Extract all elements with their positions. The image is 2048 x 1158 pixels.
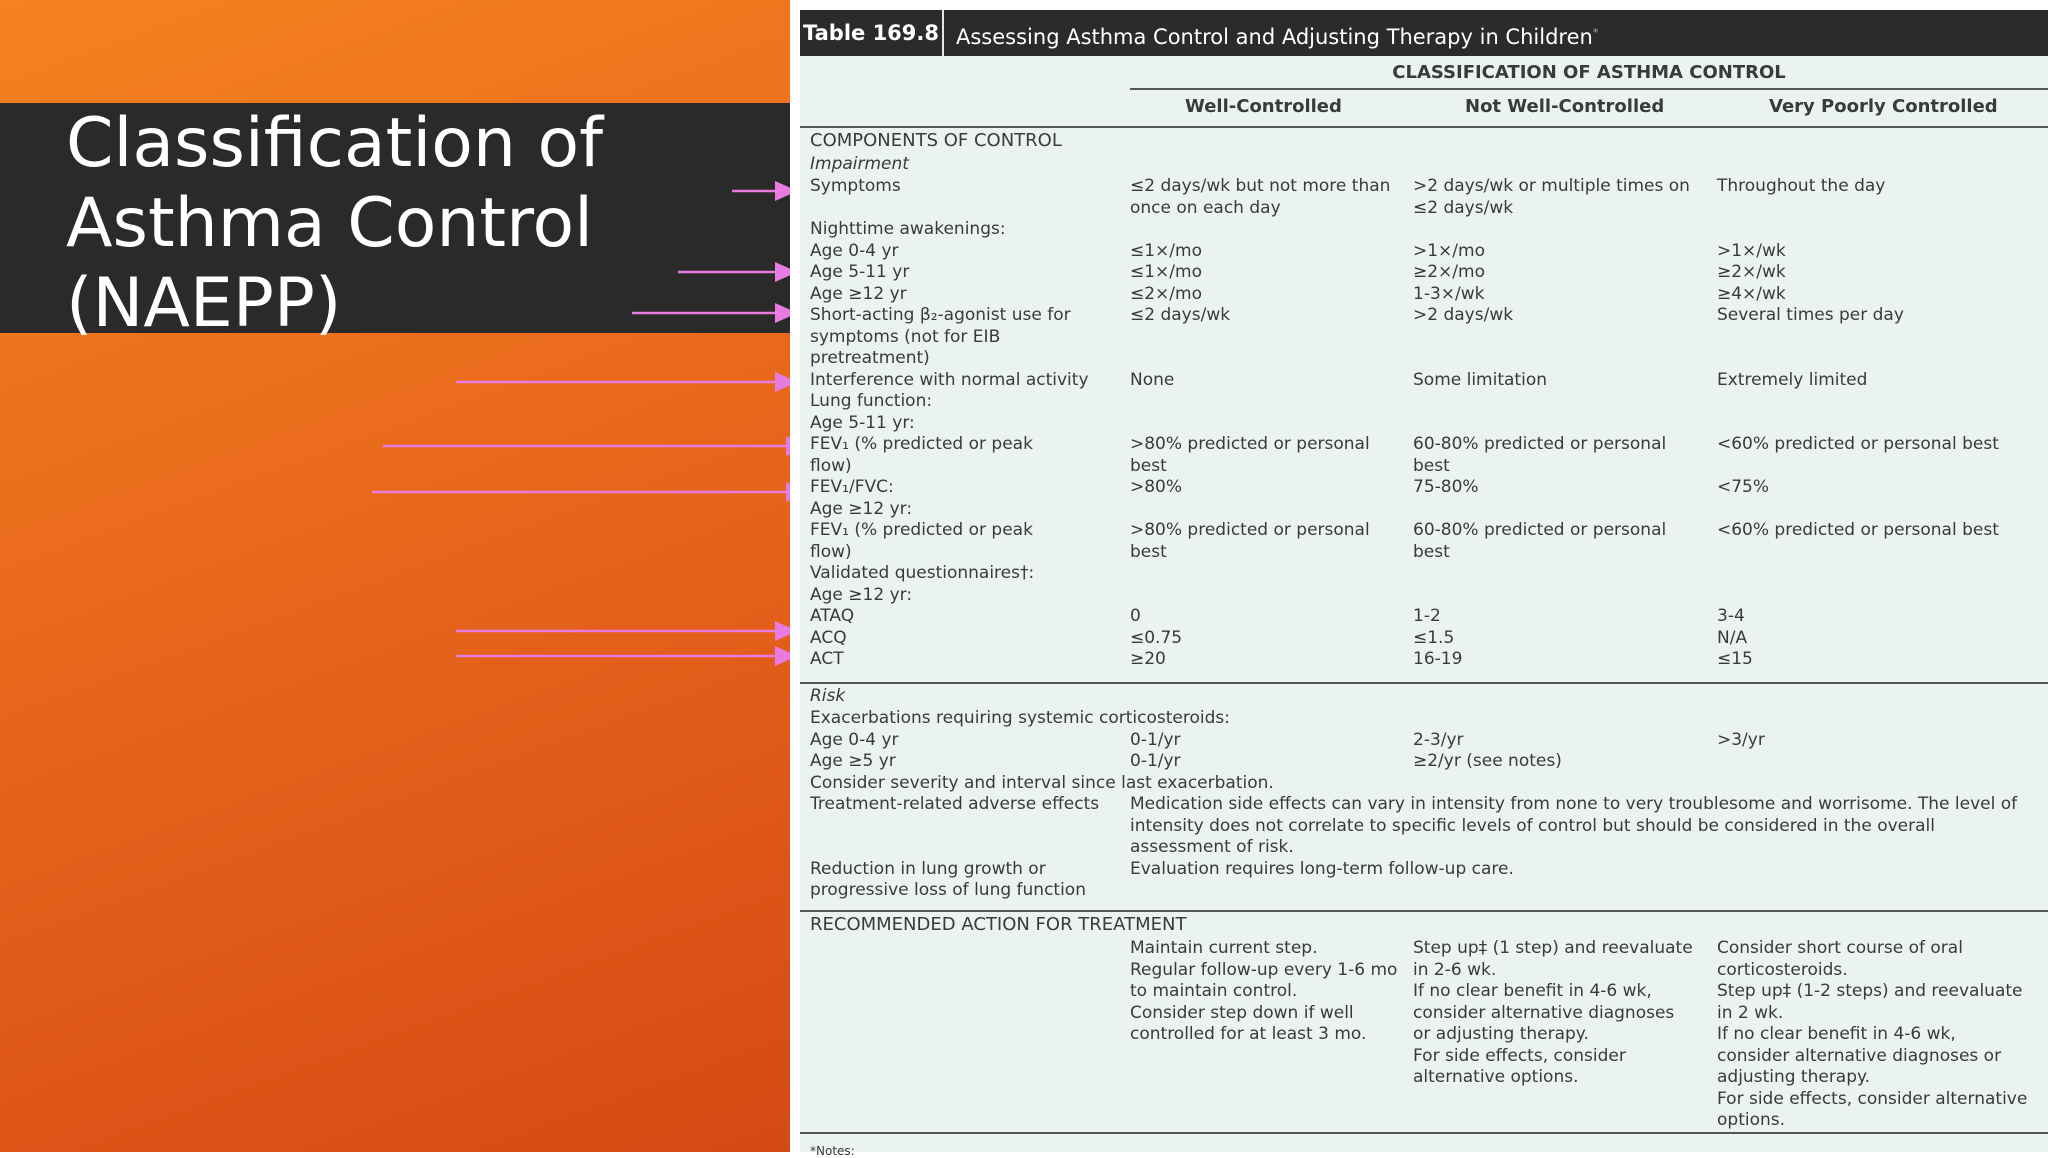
cell-wc: ≤2×/mo: [1130, 283, 1202, 304]
cell-wc: best: [1130, 541, 1167, 562]
cell-vpc: >3/yr: [1717, 729, 1765, 750]
pointer-arrows: [0, 0, 810, 1152]
row-label: progressive loss of lung function: [810, 880, 1086, 900]
row-label: Consider severity and interval since last exacerbation.: [810, 772, 1274, 793]
cell-nwc: best: [1413, 541, 1450, 562]
cell-wc: >80% predicted or personal: [1130, 434, 1370, 454]
row-label: Reduction in lung growth or: [810, 858, 1046, 879]
row-label: Short-acting β₂-agonist use for: [810, 305, 1071, 325]
action-not-well-controlled: If no clear benefit in 4-6 wk,: [1413, 981, 1652, 1001]
cell-vpc: <75%: [1717, 477, 1770, 497]
row-label: Age 5-11 yr:: [810, 412, 915, 433]
risk-rule: [800, 682, 2048, 684]
cell-vpc: >1×/wk: [1717, 240, 1786, 261]
cell-vpc: Extremely limited: [1717, 369, 1868, 390]
row-label: symptoms (not for EIB: [810, 326, 1001, 347]
action-very-poorly-controlled: Step up‡ (1-2 steps) and reevaluate: [1717, 981, 2023, 1001]
cell-nwc: best: [1413, 455, 1450, 476]
row-label: Age 5-11 yr: [810, 262, 910, 282]
row-label: Nighttime awakenings:: [810, 219, 1006, 239]
action-very-poorly-controlled: Consider short course of oral: [1717, 938, 1963, 958]
row-label: Validated questionnaires†:: [810, 563, 1035, 583]
row-label: Lung function:: [810, 391, 933, 411]
row-label: ACT: [810, 649, 844, 669]
cell-nwc: Some limitation: [1413, 369, 1547, 390]
cell-wc: >80%: [1130, 477, 1183, 497]
impairment-heading: Impairment: [810, 154, 909, 174]
row-label: FEV₁/FVC:: [810, 477, 894, 497]
cell-nwc: 60-80% predicted or personal: [1413, 520, 1667, 540]
title-line: (NAEPP): [66, 264, 342, 343]
row-label: Exacerbations requiring systemic corticosteroids:: [810, 708, 1230, 728]
action-well-controlled: Maintain current step.: [1130, 938, 1318, 958]
cell-nwc: 2-3/yr: [1413, 729, 1464, 750]
row-label: pretreatment): [810, 348, 930, 368]
title-line: Asthma Control: [66, 184, 594, 263]
row-label: Age 0-4 yr: [810, 729, 899, 750]
cell-vpc: ≥4×/wk: [1717, 283, 1786, 304]
cell-wc: once on each day: [1130, 197, 1281, 218]
cell-vpc: ≤15: [1717, 649, 1753, 669]
action-very-poorly-controlled: in 2 wk.: [1717, 1002, 1784, 1023]
cell-wc: ≤0.75: [1130, 627, 1183, 648]
cell-wc: 0-1/yr: [1130, 729, 1181, 750]
action-very-poorly-controlled: adjusting therapy.: [1717, 1067, 1871, 1087]
action-well-controlled: to maintain control.: [1130, 981, 1298, 1001]
cell-wc: None: [1130, 369, 1175, 390]
cell-wc: ≤2 days/wk: [1130, 305, 1231, 325]
cell-vpc: Several times per day: [1717, 305, 1904, 325]
action-very-poorly-controlled: corticosteroids.: [1717, 959, 1848, 980]
asthma-control-table: [800, 10, 2048, 1158]
cell-nwc: >1×/mo: [1413, 240, 1485, 261]
components-of-control-heading: COMPONENTS OF CONTROL: [810, 130, 1062, 151]
cell-span: assessment of risk.: [1130, 837, 1294, 857]
cell-vpc: 3-4: [1717, 606, 1745, 626]
action-not-well-controlled: in 2-6 wk.: [1413, 959, 1497, 980]
cell-vpc: <60% predicted or personal best: [1717, 520, 1999, 540]
title-line: Classification of: [66, 104, 604, 183]
cell-nwc: 1-3×/wk: [1413, 283, 1485, 304]
action-rule: [800, 910, 2048, 912]
cell-wc: best: [1130, 455, 1167, 476]
cell-wc: 0: [1130, 606, 1141, 626]
action-not-well-controlled: alternative options.: [1413, 1067, 1579, 1087]
row-label: ACQ: [810, 627, 847, 648]
row-label: Age ≥5 yr: [810, 751, 896, 771]
action-well-controlled: Regular follow-up every 1-6 mo: [1130, 959, 1398, 980]
table-number: Table 169.8: [800, 10, 944, 56]
cell-nwc: ≤1.5: [1413, 627, 1455, 648]
cell-wc: ≤2 days/wk but not more than: [1130, 176, 1391, 196]
row-label: flow): [810, 455, 852, 476]
row-label: Interference with normal activity: [810, 369, 1089, 390]
action-not-well-controlled: Step up‡ (1 step) and reevaluate: [1413, 938, 1693, 958]
notes-label: *Notes:: [810, 1144, 855, 1158]
row-label: Age ≥12 yr:: [810, 498, 913, 519]
cell-vpc: <60% predicted or personal best: [1717, 434, 1999, 454]
recommended-action-heading: RECOMMENDED ACTION FOR TREATMENT: [810, 914, 1187, 935]
action-very-poorly-controlled: For side effects, consider alternative: [1717, 1088, 2028, 1109]
cell-vpc: ≥2×/wk: [1717, 262, 1786, 282]
cell-nwc: 1-2: [1413, 606, 1441, 626]
cell-nwc: 75-80%: [1413, 477, 1479, 497]
cell-span: Medication side effects can vary in intensity from none to very troublesome and worrisome. The level of: [1130, 794, 2018, 814]
cell-wc: ≥20: [1130, 649, 1166, 669]
bottom-rule: [800, 1132, 2048, 1134]
classification-header: CLASSIFICATION OF ASTHMA CONTROL: [1392, 62, 1786, 83]
cell-nwc: ≥2/yr (see notes): [1413, 751, 1562, 771]
col-header-not-well-controlled: Not Well-Controlled: [1465, 96, 1665, 117]
action-very-poorly-controlled: If no clear benefit in 4-6 wk,: [1717, 1024, 1956, 1044]
row-label: Treatment-related adverse effects: [810, 794, 1100, 814]
action-well-controlled: controlled for at least 3 mo.: [1130, 1024, 1367, 1044]
action-well-controlled: Consider step down if well: [1130, 1002, 1354, 1023]
cell-wc: ≤1×/mo: [1130, 262, 1202, 282]
row-label: FEV₁ (% predicted or peak: [810, 434, 1033, 454]
row-label: Age 0-4 yr: [810, 240, 899, 261]
row-label: Symptoms: [810, 176, 901, 196]
table-title: Assessing Asthma Control and Adjusting Therapy in Children*: [956, 25, 1599, 49]
cell-wc: >80% predicted or personal: [1130, 520, 1370, 540]
col-header-very-poorly-controlled: Very Poorly Controlled: [1769, 96, 1998, 117]
cell-nwc: ≤2 days/wk: [1413, 197, 1514, 218]
row-label: Age ≥12 yr:: [810, 584, 913, 605]
risk-heading: Risk: [810, 686, 846, 706]
table-header-bar: [800, 10, 2048, 56]
row-label: ATAQ: [810, 606, 855, 626]
cell-nwc: >2 days/wk or multiple times on: [1413, 176, 1690, 196]
cell-wc: 0-1/yr: [1130, 751, 1181, 771]
row-label: flow): [810, 541, 852, 562]
cell-wc: ≤1×/mo: [1130, 240, 1202, 261]
action-very-poorly-controlled: options.: [1717, 1110, 1786, 1130]
cell-vpc: N/A: [1717, 627, 1748, 648]
cell-span: Evaluation requires long-term follow-up care.: [1130, 858, 1514, 879]
row-label: Age ≥12 yr: [810, 283, 907, 304]
cell-span: intensity does not correlate to specific levels of control but should be considered in the overall: [1130, 815, 1935, 836]
cell-vpc: Throughout the day: [1717, 176, 1886, 196]
header-rule: [800, 126, 2048, 128]
cell-nwc: 16-19: [1413, 649, 1463, 669]
row-label: FEV₁ (% predicted or peak: [810, 520, 1033, 540]
col-header-well-controlled: Well-Controlled: [1185, 96, 1342, 117]
action-very-poorly-controlled: consider alternative diagnoses or: [1717, 1045, 2002, 1066]
classification-rule: [1130, 88, 2048, 90]
cell-nwc: 60-80% predicted or personal: [1413, 434, 1667, 454]
cell-nwc: >2 days/wk: [1413, 305, 1514, 325]
action-not-well-controlled: or adjusting therapy.: [1413, 1024, 1589, 1044]
action-not-well-controlled: For side effects, consider: [1413, 1045, 1626, 1066]
cell-nwc: ≥2×/mo: [1413, 262, 1485, 282]
action-not-well-controlled: consider alternative diagnoses: [1413, 1002, 1675, 1023]
